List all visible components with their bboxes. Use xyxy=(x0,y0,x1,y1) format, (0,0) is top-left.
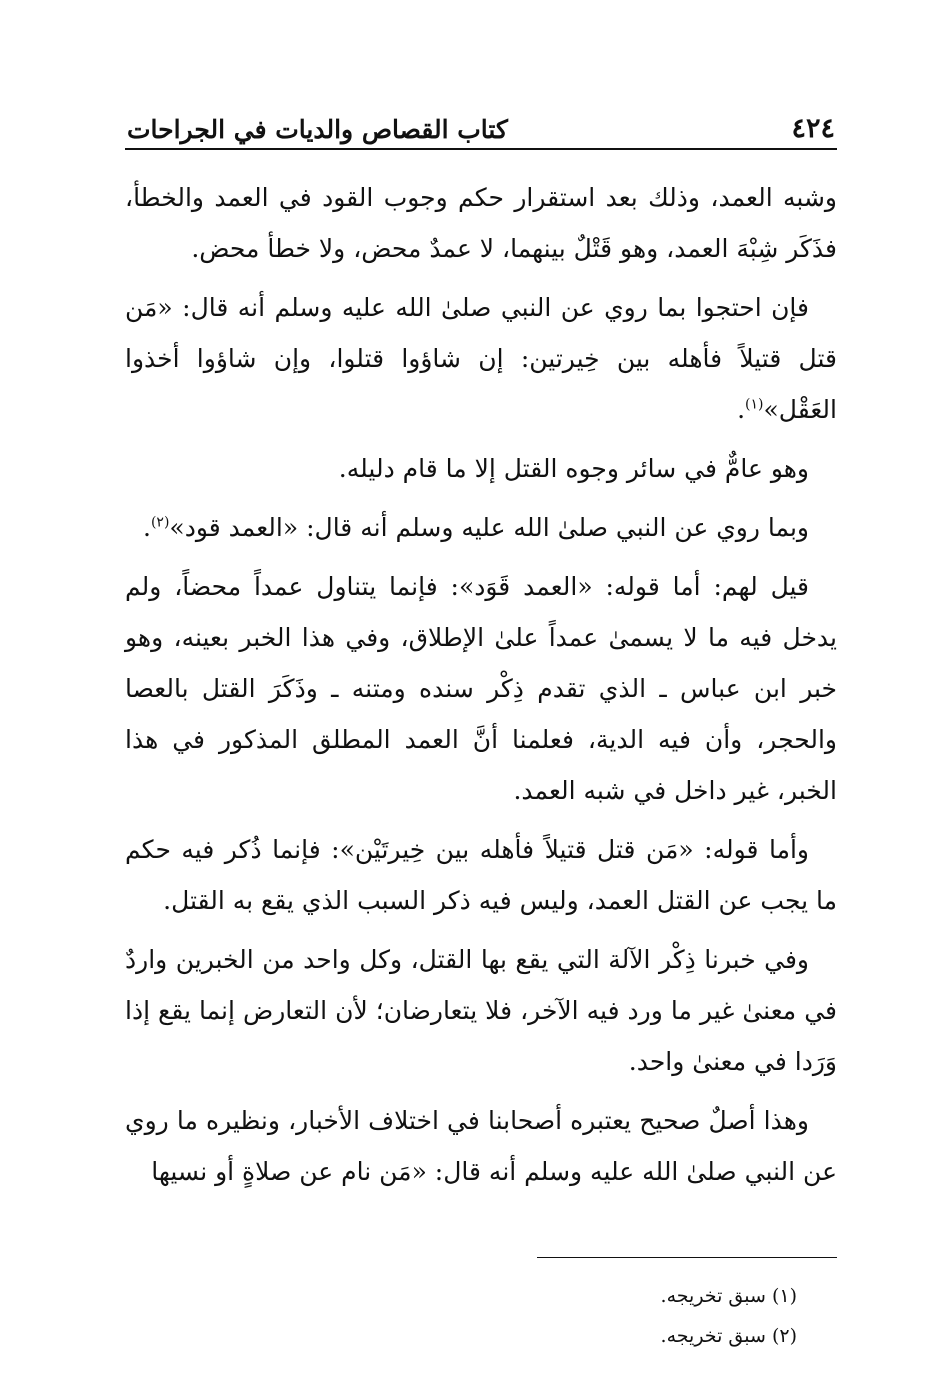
paragraph: قيل لهم: أما قوله: «العمد قَوَد»: فإنما يتناول عمداً محضاً، ولم يدخل فيه ما لا يسمىٰ عمداً علىٰ الإطلاق، وفي هذا الخبر بعينه، وهو خبر ابن عباس ـ الذي تقدم ذِكْر سنده ومتنه ـ وذَكَرَ القتل بالعصا والحجر، وأن فيه الدية، فعلمنا أنَّ العمد المطلق المذكور في هذا الخبر، غير داخل في شبه العمد. xyxy=(125,572,837,805)
paragraph: وأما قوله: «مَن قتل قتيلاً فأهله بين خِيرتَيْن»: فإنما ذُكر فيه حكم ما يجب عن القتل العمد، وليس فيه ذكر السبب الذي يقع به القتل. xyxy=(125,835,837,915)
footnote: (٢) سبق تخريجه. xyxy=(660,1325,797,1347)
footnotes xyxy=(125,1276,837,1356)
paragraph: فإن احتجوا بما روي عن النبي صلىٰ الله عليه وسلم أنه قال: «مَن قتل قتيلاً فأهله بين خِيرتين: إن شاؤوا قتلوا، وإن شاؤوا أخذوا العَقْل»$^{(١)}$. xyxy=(125,293,837,424)
main-text xyxy=(125,172,837,1197)
page-number: ٤٢٤ xyxy=(791,113,835,144)
running-header xyxy=(125,100,837,150)
paragraph: وفي خبرنا ذِكْر الآلة التي يقع بها القتل، وكل واحد من الخبرين واردٌ في معنىٰ غير ما ورد فيه الآخر، فلا يتعارضان؛ لأن التعارض إنما يقع إذا وَرَدا في معنىٰ واحد. xyxy=(125,945,837,1076)
book-page xyxy=(125,100,837,1356)
book-title: كتاب القصاص والديات في الجراحات xyxy=(127,115,508,144)
footnote: (١) سبق تخريجه. xyxy=(660,1285,797,1307)
paragraph: وشبه العمد، وذلك بعد استقرار حكم وجوب القود في العمد والخطأ، فذَكَر شِبْهَ العمد، وهو قَتْلٌ بينهما، لا عمدٌ محض، ولا خطأ محض. xyxy=(125,183,837,263)
footnote-reference[interactable]: (٢) xyxy=(150,514,170,531)
paragraph: وهذا أصلٌ صحيح يعتبره أصحابنا في اختلاف الأخبار، ونظيره ما روي عن النبي صلىٰ الله عليه وسلم أنه قال: «مَن نام عن صلاةٍ أو نسيها xyxy=(125,1106,837,1186)
paragraph: وهو عامٌّ في سائر وجوه القتل إلا ما قام دليله. xyxy=(338,454,809,483)
footnote-reference[interactable]: (١) xyxy=(745,396,764,413)
footnote-divider xyxy=(537,1257,837,1258)
paragraph: وبما روي عن النبي صلىٰ الله عليه وسلم أنه قال: «العمد قود»$^{(٢)}$. xyxy=(143,513,809,542)
